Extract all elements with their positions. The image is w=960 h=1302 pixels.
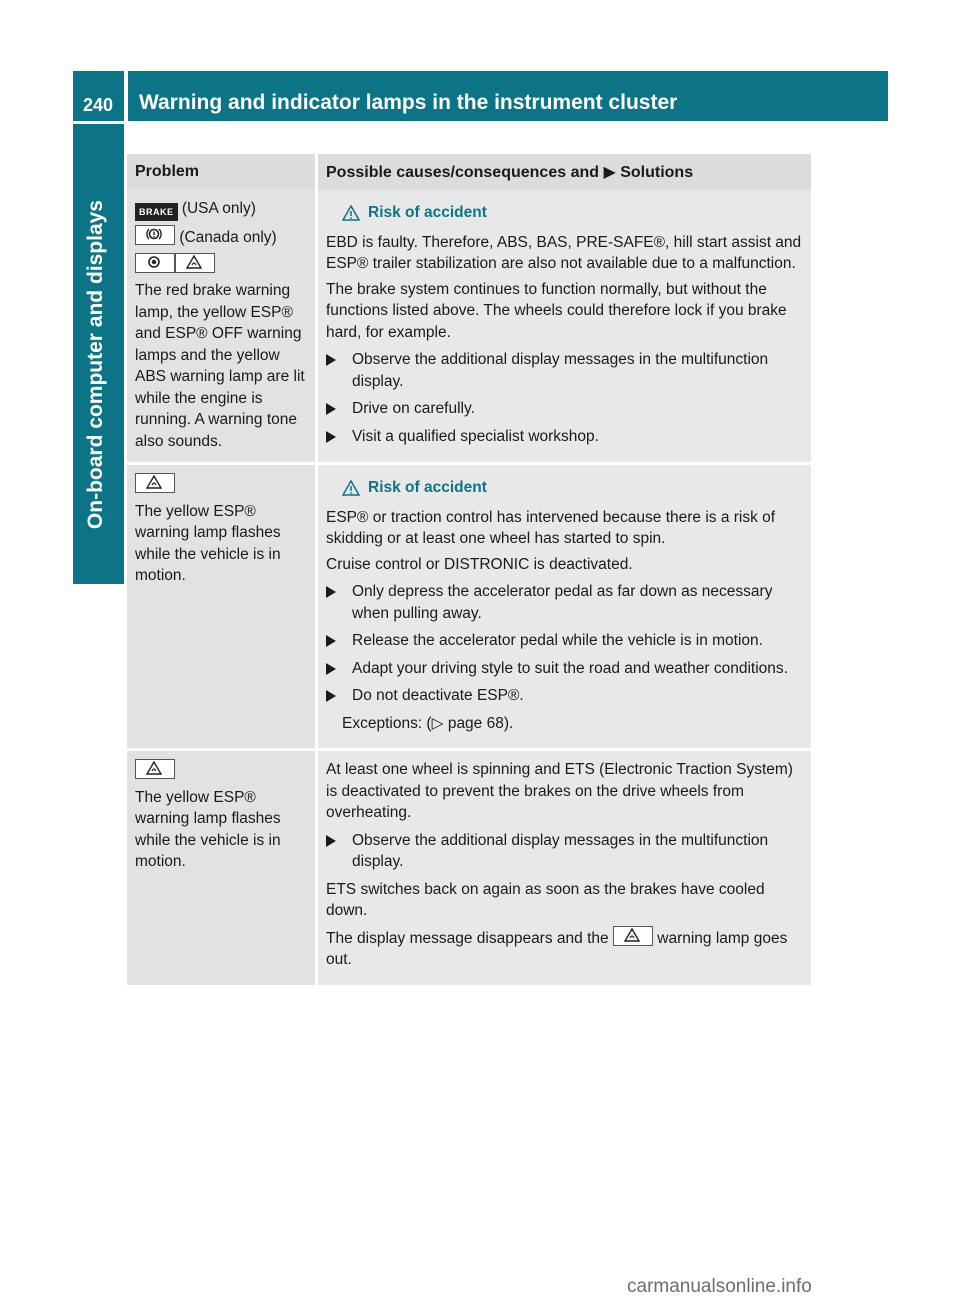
status-text-end: warning lamp goes out.	[326, 929, 788, 968]
icon-line-esp	[135, 759, 307, 783]
warning-triangle-icon	[342, 480, 360, 496]
problem-description: The red brake warning lamp, the yellow ESP® and ESP® OFF warning lamps and the yellow ABS warning lamp are lit while the engine is running. A warning tone also sounds.	[135, 282, 305, 450]
solution-step	[326, 630, 803, 652]
solution-step	[326, 658, 803, 680]
icon-line-abs-esp	[135, 253, 307, 277]
risk-warning	[342, 202, 803, 224]
warning-lamp-table	[127, 154, 811, 985]
step-text: Release the accelerator pedal while the vehicle is in motion.	[352, 632, 763, 649]
recovery-text: ETS switches back on again as soon as the brakes have cooled down.	[326, 880, 765, 919]
page-number: 240	[83, 95, 114, 115]
esp-warning-icon	[175, 253, 215, 273]
consequence-text: The brake system continues to function normally, but without the functions listed above. The wheels could therefore lock if you brake hard, for example.	[326, 280, 787, 341]
step-arrow-icon	[326, 354, 346, 366]
step-text: Drive on carefully.	[352, 400, 475, 417]
step-text: Observe the additional display messages in the multifunction display.	[352, 831, 769, 870]
usa-only-label: (USA only)	[181, 200, 256, 217]
step-text: Do not deactivate ESP®.	[352, 687, 524, 704]
solution-step	[326, 349, 803, 392]
step-arrow-icon	[326, 403, 346, 415]
esp-warning-icon	[135, 473, 175, 493]
step-arrow-icon	[326, 690, 346, 702]
step-arrow-icon	[326, 635, 346, 647]
step-text: Visit a qualified specialist workshop.	[352, 427, 599, 445]
status-text	[326, 926, 803, 971]
step-arrow-icon	[326, 835, 346, 847]
problem-cell	[127, 190, 318, 462]
problem-cell	[127, 462, 318, 748]
solution-step	[326, 581, 803, 624]
risk-label: Risk of accident	[368, 204, 487, 221]
side-tab	[73, 124, 124, 584]
cause-text: EBD is faulty. Therefore, ABS, BAS, PRE-SAFE®, hill start assist and ESP® trailer stabilization are also not available due to a malfunction.	[326, 233, 802, 272]
page-number-block	[73, 71, 124, 121]
consequence-text: Cruise control or DISTRONIC is deactivated.	[326, 555, 633, 573]
step-arrow-icon	[326, 586, 346, 598]
section-title: On-board computer and displays	[84, 199, 107, 529]
problem-description: The yellow ESP® warning lamp flashes while the vehicle is in motion.	[135, 788, 281, 870]
solutions-cell	[318, 190, 811, 462]
table-row	[127, 462, 811, 748]
solutions-cell	[318, 462, 811, 748]
table-row	[127, 748, 811, 985]
step-arrow-icon	[326, 663, 346, 675]
brake-warning-icon: BRAKE	[135, 203, 178, 221]
header-bar	[128, 71, 888, 121]
icon-line-usa	[135, 198, 307, 221]
step-arrow-icon	[326, 431, 346, 443]
canada-only-label: (Canada only)	[179, 229, 277, 246]
cause-text: ESP® or traction control has intervened because there is a risk of skidding or at least one wheel has started to spin.	[326, 508, 776, 547]
column-header-problem: Problem	[127, 154, 318, 190]
column-header-solutions: Possible causes/consequences and ▶ Solutions	[318, 154, 811, 190]
table-row	[127, 190, 811, 462]
page-title: Warning and indicator lamps in the instrument cluster	[139, 91, 678, 114]
solution-step	[326, 398, 803, 420]
esp-off-icon	[135, 253, 175, 273]
watermark: carmanualsonline.info	[627, 1276, 812, 1297]
brake-circle-icon	[135, 225, 175, 245]
esp-warning-icon	[135, 759, 175, 779]
step-text: Only depress the accelerator pedal as far down as necessary when pulling away.	[352, 583, 773, 622]
risk-label: Risk of accident	[368, 479, 487, 496]
cause-text: At least one wheel is spinning and ETS (Electronic Traction System) is deactivated to prevent the brakes on the drive wheels from overheating.	[326, 761, 793, 821]
icon-line-esp	[135, 473, 307, 497]
icon-line-canada	[135, 225, 307, 249]
problem-cell	[127, 748, 318, 985]
risk-warning	[342, 477, 803, 499]
problem-description: The yellow ESP® warning lamp flashes while the vehicle is in motion.	[135, 502, 281, 584]
solutions-cell	[318, 748, 811, 985]
solution-step	[326, 426, 803, 448]
exceptions-reference[interactable]: Exceptions: (▷ page 68).	[342, 714, 514, 732]
step-text: Observe the additional display messages in the multifunction display.	[352, 351, 769, 390]
step-text: Adapt your driving style to suit the road and weather conditions.	[352, 659, 788, 677]
solution-step	[326, 830, 803, 873]
esp-warning-icon	[613, 926, 653, 946]
solution-step	[326, 685, 803, 707]
warning-triangle-icon	[342, 205, 360, 221]
status-text-start: The display message disappears and the	[326, 929, 609, 947]
table-header-row	[127, 154, 811, 190]
